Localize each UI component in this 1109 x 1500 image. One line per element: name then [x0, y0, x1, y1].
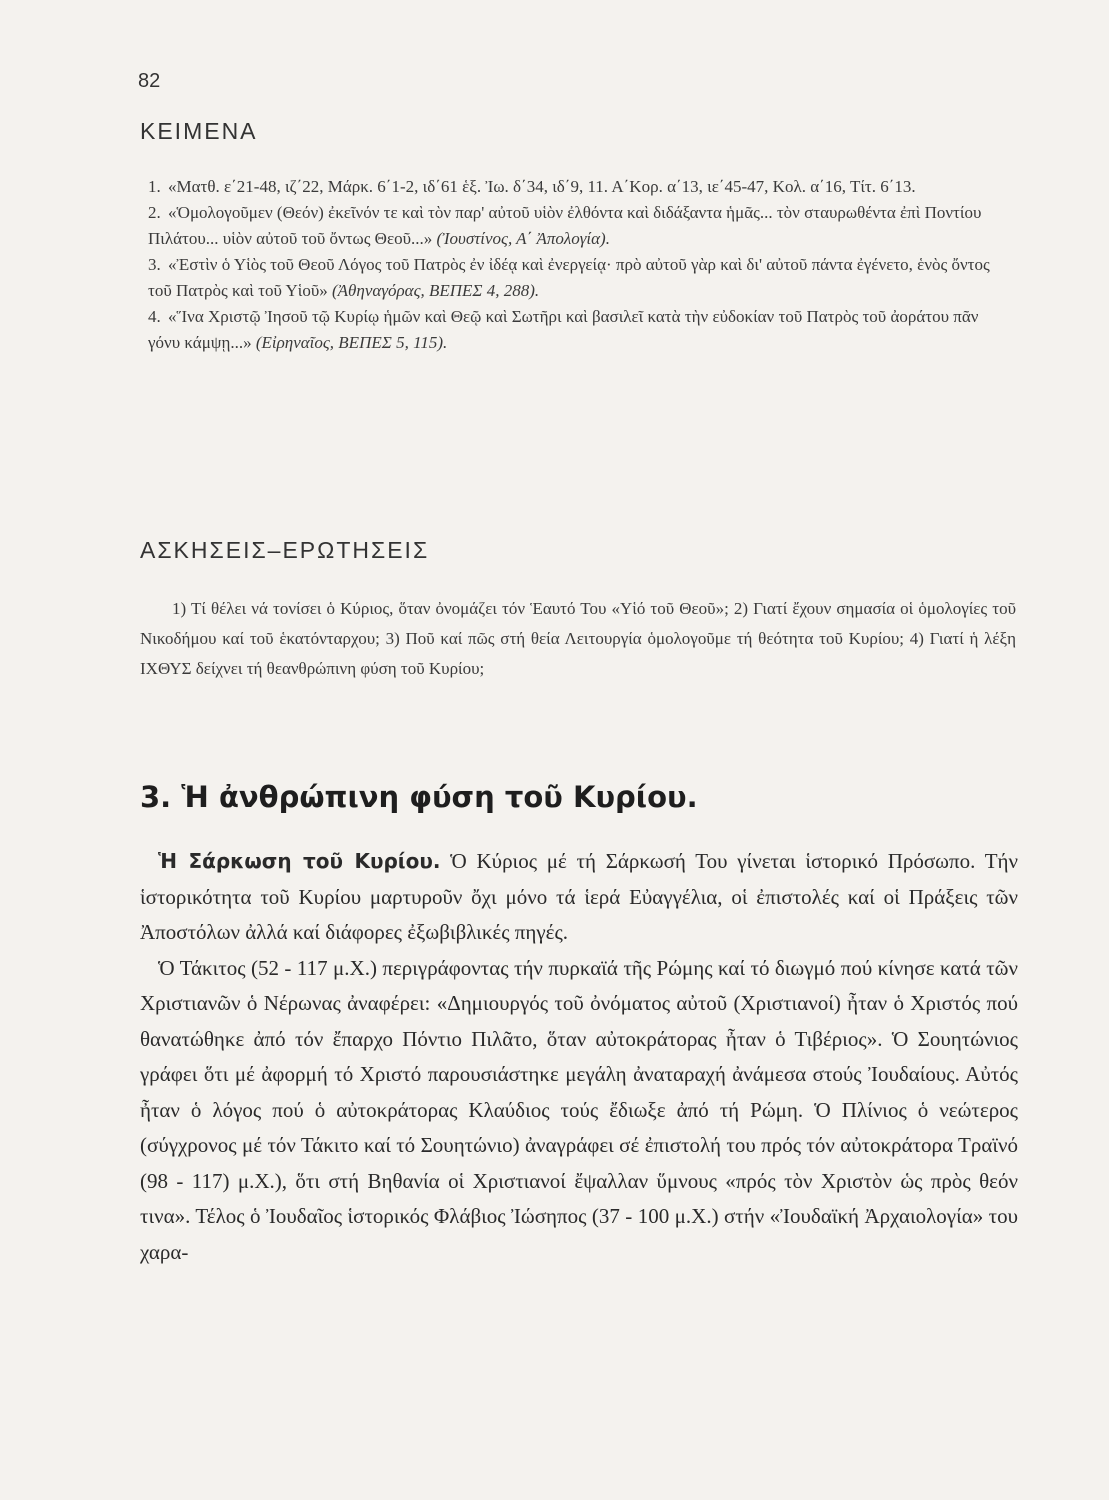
text-item-body: «Ἵνα Χριστῷ Ἰησοῦ τῷ Κυρίῳ ἡμῶν καὶ Θεῷ καὶ Σωτῆρι καὶ βασιλεῖ κατὰ τὴν εὐδοκίαν τοῦ Πατρὸς τοῦ ἀοράτου πᾶν γόνυ κάμψῃ...»: [148, 307, 979, 352]
paragraph-lead: Ἡ Σάρκωση τοῦ Κυρίου.: [158, 849, 441, 873]
text-item-body: «Ματθ. ε΄21-48, ιζ΄22, Μάρκ. 6΄1-2, ιδ΄61 ἑξ. Ἰω. δ΄34, ιδ΄9, 11. Α΄Κορ. α΄13, ιε΄45-47, Κολ. α΄16, Τίτ. 6΄13.: [168, 177, 916, 196]
text-item: [148, 252, 1014, 304]
text-item-number: 2.: [148, 203, 161, 222]
text-item-number: 4.: [148, 307, 161, 326]
exercises-heading: ΑΣΚΗΣΕΙΣ–ΕΡΩΤΗΣΕΙΣ: [140, 537, 430, 563]
text-item-number: 1.: [148, 177, 161, 196]
exercises-text: 1) Τί θέλει νά τονίσει ὁ Κύριος, ὅταν ὀνομάζει τόν Ἑαυτό Του «Υἱό τοῦ Θεοῦ»; 2) Γιατί ἔχουν σημασία οἱ ὁμολογίες τοῦ Νικοδήμου καί τοῦ ἑκατόνταρχου; 3) Ποῦ καί πῶς στή θεία Λειτουργία ὁμολογοῦμε τή θεότητα τοῦ Κυρίου; 4) Γιατί ἡ λέξη ΙΧΘΥΣ δείχνει τή θεανθρώπινη φύση τοῦ Κυρίου;: [140, 599, 1016, 678]
text-item: [148, 304, 1014, 356]
section-body: [140, 844, 1018, 1270]
text-item-source: (Ἰουστίνος, Α΄ Ἀπολογία).: [436, 229, 610, 248]
text-item-body: «Ἐστὶν ὁ Υἱὸς τοῦ Θεοῦ Λόγος τοῦ Πατρὸς ἐν ἰδέᾳ καὶ ἐνεργείᾳ· πρὸ αὐτοῦ γὰρ καὶ δι' αὐτοῦ πάντα ἐγένετο, ἑνὸς ὄντος τοῦ Πατρὸς καὶ τοῦ Υἱοῦ»: [148, 255, 990, 300]
paragraph-text: Ὁ Κύριος μέ τή Σάρκωσή Του γίνεται ἱστορικό Πρόσωπο. Τήν ἱστορικότητα τοῦ Κυρίου μαρτυροῦν ὄχι μόνο τά ἱερά Εὐαγγέλια, οἱ ἐπιστολές καί οἱ Πράξεις τῶν Ἀποστόλων ἀλλά καί διάφορες ἐξωβιβλικές πηγές.: [140, 849, 1018, 944]
section-title: 3. Ἡ ἀνθρώπινη φύση τοῦ Κυρίου.: [140, 780, 698, 814]
text-item-body: «Ὁμολογοῦμεν (Θεόν) ἐκεῖνόν τε καὶ τὸν παρ' αὐτοῦ υἱὸν ἐλθόντα καὶ διδάξαντα ἡμᾶς... τὸν σταυρωθέντα ἐπὶ Ποντίου Πιλάτου... υἱὸν αὐτοῦ τοῦ ὄντως Θεοῦ...»: [148, 203, 982, 248]
text-item: [148, 200, 1014, 252]
text-item-source: (Ἀθηναγόρας, ΒΕΠΕΣ 4, 288).: [332, 281, 540, 300]
texts-list: [148, 174, 1014, 356]
text-item-source: (Εἰρηναῖος, ΒΕΠΕΣ 5, 115).: [255, 333, 448, 352]
text-item: [148, 174, 1014, 200]
texts-heading: ΚΕΙΜΕΝΑ: [140, 118, 258, 144]
page-number: 82: [138, 70, 161, 92]
body-paragraph: Ὁ Τάκιτος (52 - 117 μ.Χ.) περιγράφοντας τήν πυρκαϊά τῆς Ρώμης καί τό διωγμό πού κίνησε κατά τῶν Χριστιανῶν ὁ Νέρωνας ἀναφέρει: «Δημιουργός τοῦ ὀνόματος αὐτοῦ (Χριστιανοί) ἦταν ὁ Χριστός πού θανατώθηκε ἀπό τόν ἔπαρχο Πόντιο Πιλᾶτο, ὅταν αὐτοκράτορας ἦταν ὁ Τιβέριος». Ὁ Σουητώνιος γράφει ὅτι μέ ἀφορμή τό Χριστό παρουσιάστηκε μεγάλη ἀναταραχή ἀνάμεσα στούς Ἰουδαίους. Αὐτός ἦταν ὁ λόγος πού ὁ αὐτοκράτορας Κλαύδιος τούς ἔδιωξε ἀπό τή Ρώμη. Ὁ Πλίνιος ὁ νεώτερος (σύγχρονος μέ τόν Τάκιτο καί τό Σουητώνιο) ἀναγράφει σέ ἐπιστολή του πρός τόν αὐτοκράτορα Τραϊνό (98 - 117) μ.Χ.), ὅτι στή Βηθανία οἱ Χριστιανοί ἔψαλλαν ὕμνους «πρός τὸν Χριστὸν ὡς πρὸς θεόν τινα». Τέλος ὁ Ἰουδαῖος ἱστορικός Φλάβιος Ἰώσηπος (37 - 100 μ.Χ.) στήν «Ἰουδαϊκή Ἀρχαιολογία» του χαρα-: [140, 955, 1018, 1264]
body-paragraph: [140, 844, 1018, 951]
exercises-block: [140, 594, 1016, 684]
text-item-number: 3.: [148, 255, 161, 274]
